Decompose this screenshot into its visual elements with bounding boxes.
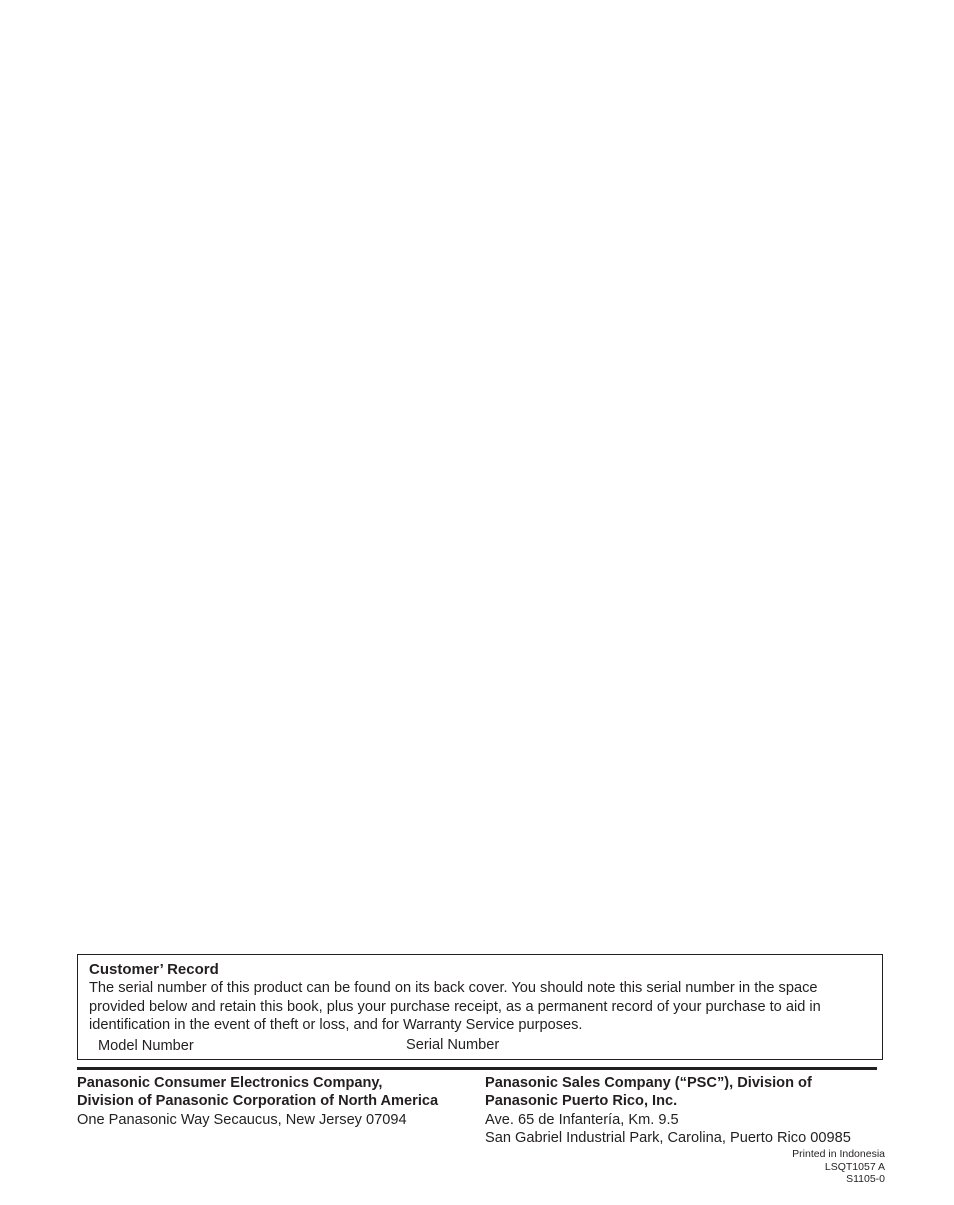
customer-record-text-line: identification in the event of theft or loss, and for Warranty Service purposes. — [89, 1017, 583, 1033]
document-code: LSQT1057 A — [824, 1160, 885, 1173]
company-name-line: Panasonic Puerto Rico, Inc. — [485, 1093, 678, 1110]
customer-record-text-line: The serial number of this product can be found on its back cover. You should note this serial number in the space — [89, 980, 818, 996]
customer-record-title: Customer’ Record — [89, 961, 219, 978]
customer-record-box — [77, 954, 883, 1060]
customer-record-text-line: provided below and retain this book, plus your purchase receipt, as a permanent record of your purchase to aid in — [89, 998, 821, 1015]
company-address-line: Ave. 65 de Infantería, Km. 9.5 — [485, 1111, 679, 1128]
company-address-line: San Gabriel Industrial Park, Carolina, Puerto Rico 00985 — [485, 1129, 851, 1146]
company-name-line: Panasonic Consumer Electronics Company, — [77, 1075, 383, 1091]
company-address: One Panasonic Way Secaucus, New Jersey 07094 — [77, 1111, 407, 1128]
company-name-line: Panasonic Sales Company (“PSC”), Division of — [485, 1075, 812, 1091]
company-info-right — [485, 1074, 851, 1147]
serial-number-label: Serial Number — [406, 1037, 500, 1053]
print-info — [792, 1148, 885, 1186]
model-number-label: Model Number — [98, 1038, 194, 1054]
company-name-line: Division of Panasonic Corporation of North America — [77, 1093, 439, 1110]
customer-record-text — [89, 979, 869, 1035]
printed-in-text: Printed in Indonesia — [792, 1148, 885, 1160]
document-number: S1105-0 — [846, 1173, 885, 1186]
company-info-left — [77, 1074, 438, 1129]
divider-rule — [77, 1067, 877, 1070]
